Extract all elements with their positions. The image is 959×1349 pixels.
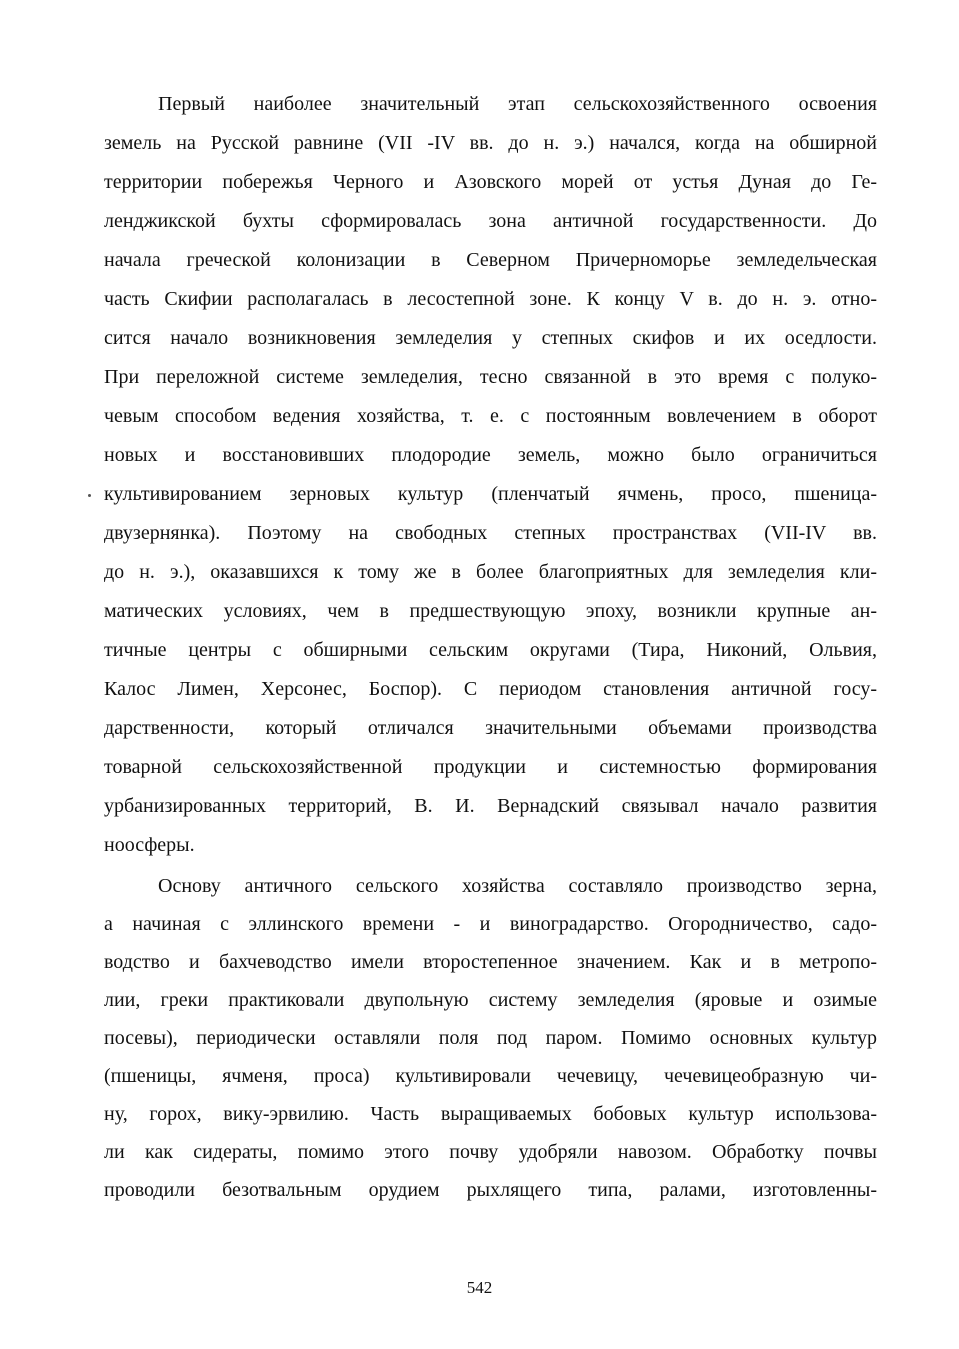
paragraph-1-line-1: Первый наиболее значительный этап сельскохозяйственного освоения	[158, 93, 877, 115]
paragraph-1-line-12: двузернянка). Поэтому на свободных степных пространствах (VII-IV вв.	[104, 522, 877, 544]
paragraph-1-line-14: матических условиях, чем в предшествующую эпоху, возникли крупные ан-	[104, 600, 877, 622]
paragraph-2-line-4: лии, греки практиковали двупольную систему земледелия (яровые и озимые	[104, 989, 877, 1011]
paragraph-2-line-1: Основу античного сельского хозяйства составляло производство зерна,	[158, 875, 877, 897]
paragraph-2-line-2: а начиная с эллинского времени - и виноградарство. Огородничество, садо-	[104, 913, 877, 935]
paragraph-1-line-16: Калос Лимен, Херсонес, Боспор). С периодом становления античной госу-	[104, 678, 877, 700]
paragraph-1-line-4: ленджикской бухты сформировалась зона античной государственности. До	[104, 210, 877, 232]
paragraph-2-line-7: ну, горох, вику-эрвилию. Часть выращиваемых бобовых культур использова-	[104, 1103, 877, 1125]
paragraph-1-line-9: чевым способом ведения хозяйства, т. е. с постоянным вовлечением в оборот	[104, 405, 877, 427]
paragraph-2-line-9: проводили безотвальным орудием рыхлящего типа, ралами, изготовленны-	[104, 1179, 877, 1201]
paragraph-1-line-3: территории побережья Черного и Азовского морей от устья Дуная до Ге-	[104, 171, 877, 193]
paragraph-1-line-5: начала греческой колонизации в Северном Причерноморье земледельческая	[104, 249, 877, 271]
paragraph-1-line-13: до н. э.), оказавшихся к тому же в более благоприятных для земледелия кли-	[104, 561, 877, 583]
paragraph-2-line-8: ли как сидераты, помимо этого почву удобряли навозом. Обработку почвы	[104, 1141, 877, 1163]
paragraph-1-line-15: тичные центры с обширными сельским округами (Тира, Никоний, Ольвия,	[104, 639, 877, 661]
paragraph-1-line-10: новых и восстановивших плодородие земель, можно было ограничиться	[104, 444, 877, 466]
paragraph-2-line-6: (пшеницы, ячменя, проса) культивировали чечевицу, чечевицеобразную чи-	[104, 1065, 877, 1087]
page-number: 542	[466, 1278, 493, 1297]
paragraph-1-line-11: культивированием зерновых культур (пленчатый ячмень, просо, пшеница-	[104, 483, 877, 505]
paragraph-1-line-2: земель на Русской равнине (VII -IV вв. до н. э.) начался, когда на обширной	[104, 132, 877, 154]
paragraph-1-line-8: При переложной системе земледелия, тесно связанной в это время с полуко-	[104, 366, 877, 388]
paragraph-1-line-7: сится начало возникновения земледелия у степных скифов и их оседлости.	[104, 327, 877, 349]
paragraph-1-line-17: дарственности, который отличался значительными объемами производства	[104, 717, 877, 739]
paragraph-1-line-20: ноосферы.	[104, 834, 195, 856]
paragraph-2-line-5: посевы), периодически оставляли поля под паром. Помимо основных культур	[104, 1027, 877, 1049]
paragraph-1-line-6: часть Скифии располагалась в лесостепной зоне. К концу V в. до н. э. отно-	[104, 288, 877, 310]
paragraph-1-line-18: товарной сельскохозяйственной продукции и системностью формирования	[104, 756, 877, 778]
scan-speck	[88, 494, 91, 497]
paragraph-2-line-3: водство и бахчеводство имели второстепенное значением. Как и в метропо-	[104, 951, 877, 973]
paragraph-1-line-19: урбанизированных территорий, В. И. Вернадский связывал начало развития	[104, 795, 877, 817]
